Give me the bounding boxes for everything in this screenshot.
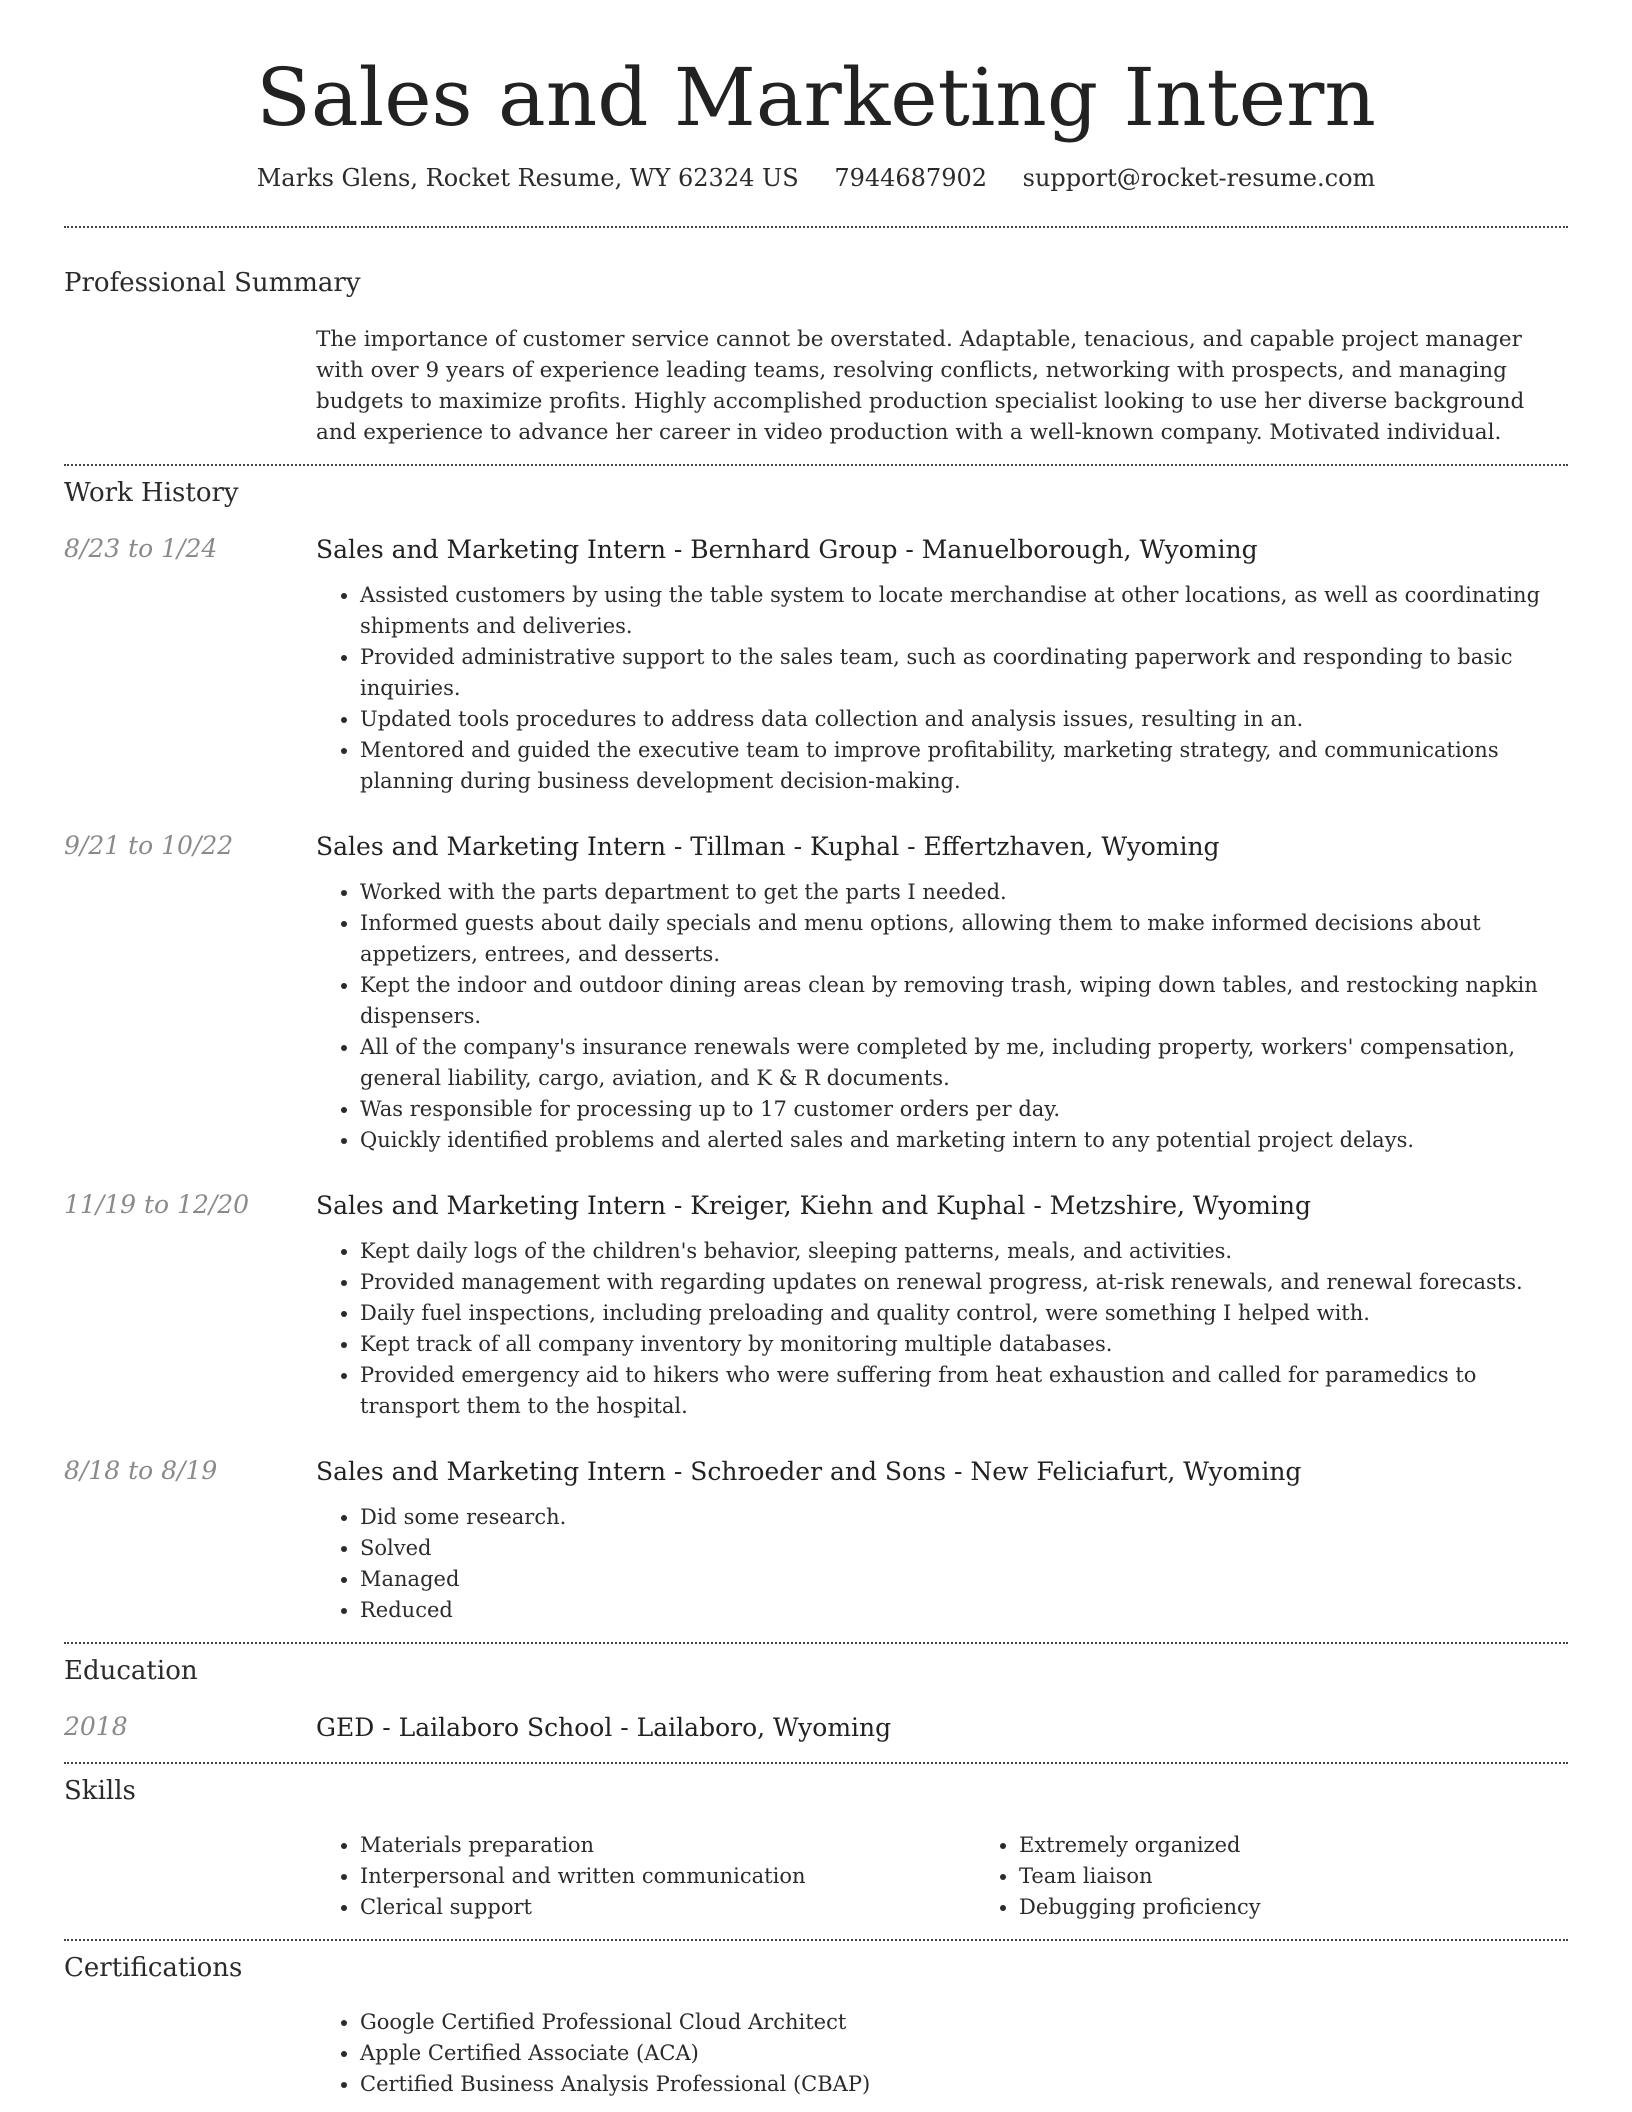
list-item: • Mentored and guided the executive team to improve profitability, marketing strategy, and communications planning during business development decision-making. bbox=[360, 735, 1568, 797]
contact-line bbox=[64, 164, 1568, 192]
list-item: • Informed guests about daily specials and menu options, allowing them to make informed decisions about appetizers, entrees, and desserts. bbox=[360, 908, 1568, 970]
list-item: • Quickly identified problems and alerted sales and marketing intern to any potential project delays. bbox=[360, 1125, 1568, 1156]
job-title: Sales and Marketing Intern - Bernhard Group - Manuelborough, Wyoming bbox=[316, 535, 1258, 564]
job-details bbox=[316, 534, 1568, 797]
job-title: Sales and Marketing Intern - Tillman - Kuphal - Effertzhaven, Wyoming bbox=[316, 832, 1220, 861]
summary-heading: Professional Summary bbox=[64, 268, 361, 298]
job-details bbox=[316, 831, 1568, 1156]
skills-list-2 bbox=[975, 1830, 1632, 1923]
skill-item: • Debugging proficiency bbox=[1019, 1892, 1632, 1923]
certifications-list bbox=[316, 2007, 1568, 2100]
job-entry bbox=[64, 831, 1568, 1156]
list-item: • Solved bbox=[360, 1533, 1568, 1564]
list-item: • Updated tools procedures to address data collection and analysis issues, resulting in an. bbox=[360, 704, 1568, 735]
skills-spacer bbox=[64, 1830, 316, 1923]
skills-heading: Skills bbox=[64, 1776, 136, 1806]
summary-text: The importance of customer service cannot be overstated. Adaptable, tenacious, and capable project manager with over 9 years of experience leading teams, resolving conflicts, networking with prospects, and managing budgets to maximize profits. Highly accomplished production specialist looking to use her diverse background and experience to advance her career in video production with a well-known company. Motivated individual. bbox=[316, 327, 1525, 445]
job-entry bbox=[64, 1456, 1568, 1626]
job-details bbox=[316, 1190, 1568, 1422]
list-item: • Kept the indoor and outdoor dining areas clean by removing trash, wiping down tables, and restocking napkin dispensers. bbox=[360, 970, 1568, 1032]
list-item: • Reduced bbox=[360, 1595, 1568, 1626]
certifications-heading: Certifications bbox=[64, 1953, 243, 1983]
divider bbox=[64, 226, 1568, 228]
education-year: 2018 bbox=[64, 1712, 128, 1741]
divider bbox=[64, 1642, 1568, 1644]
resume-title: Sales and Marketing Intern bbox=[256, 51, 1376, 144]
divider bbox=[64, 464, 1568, 466]
certifications-spacer bbox=[64, 2007, 316, 2100]
certifications-details bbox=[316, 2007, 1568, 2100]
skills-row bbox=[64, 1830, 1568, 1923]
skills-grid bbox=[316, 1830, 1632, 1923]
certification-item: • Certified Business Analysis Professional (CBAP) bbox=[360, 2069, 1568, 2100]
skill-item: • Clerical support bbox=[360, 1892, 975, 1923]
job-details bbox=[316, 1456, 1568, 1626]
job-bullets bbox=[316, 877, 1568, 1156]
divider bbox=[64, 1939, 1568, 1941]
job-entry bbox=[64, 1190, 1568, 1422]
skill-item: • Materials preparation bbox=[360, 1830, 975, 1861]
education-details bbox=[316, 1712, 1568, 1744]
contact-email: support@rocket-resume.com bbox=[1022, 164, 1376, 192]
skill-item: • Team liaison bbox=[1019, 1861, 1632, 1892]
list-item: • Kept daily logs of the children's behavior, sleeping patterns, meals, and activities. bbox=[360, 1236, 1568, 1267]
list-item: • Worked with the parts department to get the parts I needed. bbox=[360, 877, 1568, 908]
list-item: • Provided management with regarding updates on renewal progress, at-risk renewals, and renewal forecasts. bbox=[360, 1267, 1568, 1298]
certification-item: • Apple Certified Associate (ACA) bbox=[360, 2038, 1568, 2069]
list-item: • Assisted customers by using the table system to locate merchandise at other locations, as well as coordinating shipments and deliveries. bbox=[360, 580, 1568, 642]
list-item: • All of the company's insurance renewals were completed by me, including property, workers' compensation, general liability, cargo, aviation, and K & R documents. bbox=[360, 1032, 1568, 1094]
skill-item: • Extremely organized bbox=[1019, 1830, 1632, 1861]
list-item: • Provided administrative support to the sales team, such as coordinating paperwork and responding to basic inquiries. bbox=[360, 642, 1568, 704]
summary-spacer bbox=[64, 324, 316, 448]
job-dates: 8/23 to 1/24 bbox=[64, 534, 218, 563]
job-dates: 9/21 to 10/22 bbox=[64, 831, 234, 860]
skills-list-1 bbox=[316, 1830, 975, 1923]
list-item: • Kept track of all company inventory by monitoring multiple databases. bbox=[360, 1329, 1568, 1360]
job-title: Sales and Marketing Intern - Schroeder and Sons - New Feliciafurt, Wyoming bbox=[316, 1457, 1302, 1486]
job-dates: 11/19 to 12/20 bbox=[64, 1190, 250, 1219]
list-item: • Did some research. bbox=[360, 1502, 1568, 1533]
certifications-row bbox=[64, 2007, 1568, 2100]
work-heading: Work History bbox=[64, 478, 239, 508]
list-item: • Provided emergency aid to hikers who were suffering from heat exhaustion and called for paramedics to transport them to the hospital. bbox=[360, 1360, 1568, 1422]
divider bbox=[64, 1762, 1568, 1764]
list-item: • Was responsible for processing up to 17 customer orders per day. bbox=[360, 1094, 1568, 1125]
skill-item: • Interpersonal and written communication bbox=[360, 1861, 975, 1892]
education-title: GED - Lailaboro School - Lailaboro, Wyoming bbox=[316, 1713, 892, 1742]
job-dates: 8/18 to 8/19 bbox=[64, 1456, 218, 1485]
job-bullets bbox=[316, 1236, 1568, 1422]
job-title: Sales and Marketing Intern - Kreiger, Kiehn and Kuphal - Metzshire, Wyoming bbox=[316, 1191, 1312, 1220]
certification-item: • Google Certified Professional Cloud Architect bbox=[360, 2007, 1568, 2038]
education-heading: Education bbox=[64, 1656, 198, 1686]
list-item: • Managed bbox=[360, 1564, 1568, 1595]
job-bullets bbox=[316, 1502, 1568, 1626]
list-item: • Daily fuel inspections, including preloading and quality control, were something I helped with. bbox=[360, 1298, 1568, 1329]
education-entry bbox=[64, 1712, 1568, 1744]
job-entry bbox=[64, 534, 1568, 797]
job-bullets bbox=[316, 580, 1568, 797]
contact-address: Marks Glens, Rocket Resume, WY 62324 US bbox=[256, 164, 799, 192]
contact-phone: 7944687902 bbox=[834, 164, 988, 192]
summary-row bbox=[64, 324, 1568, 448]
